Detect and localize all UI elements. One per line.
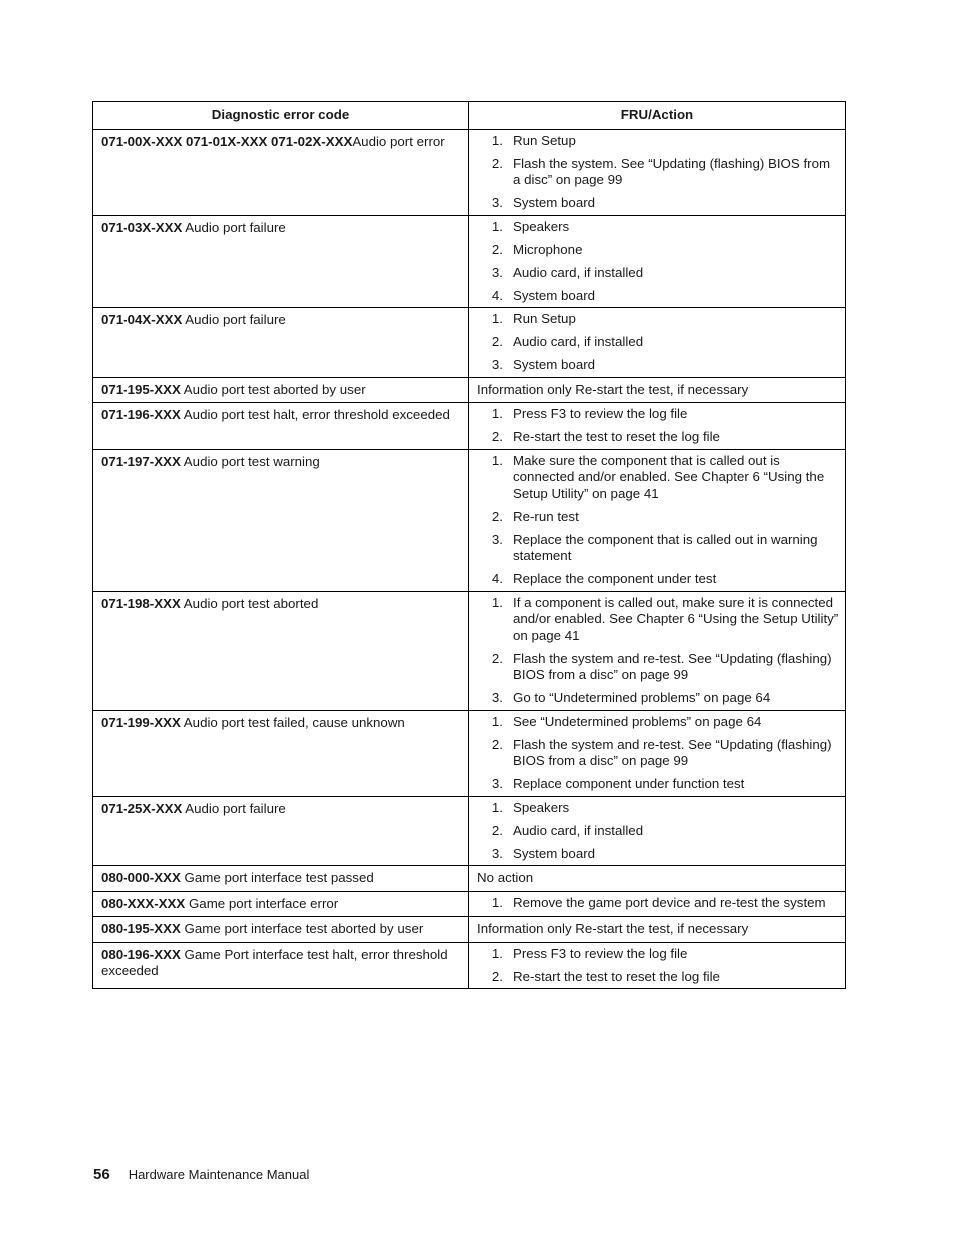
- error-code: 071-00X-XXX 071-01X-XXX 071-02X-XXX: [101, 133, 353, 149]
- error-code: 080-000-XXX: [101, 870, 181, 885]
- error-description: Audio port failure: [182, 219, 286, 235]
- step-number: 3.: [491, 264, 503, 280]
- action-step: [477, 288, 839, 305]
- error-description: Audio port test aborted: [180, 595, 319, 611]
- step-text: Flash the system and re-test. See “Updating (flashing) BIOS from a disc” on page 99: [513, 650, 832, 682]
- table-row: [93, 308, 846, 378]
- action-step: [477, 334, 839, 351]
- error-code: 071-25X-XXX: [101, 800, 183, 816]
- action-step: [477, 690, 839, 707]
- step-number: 3.: [491, 531, 503, 547]
- error-description: Audio port failure: [182, 800, 286, 816]
- step-number: 1.: [491, 945, 503, 961]
- step-number: 2.: [491, 736, 503, 752]
- fru-action-cell: [469, 129, 846, 215]
- action-step: [477, 651, 839, 684]
- table-row: [93, 710, 846, 796]
- table-row: [93, 449, 846, 591]
- action-step: [477, 776, 839, 793]
- action-text: Information only Re-start the test, if necessary: [477, 381, 749, 397]
- step-text: Press F3 to review the log file: [513, 945, 688, 961]
- error-description: Audio port test failed, cause unknown: [180, 714, 405, 730]
- error-description: Audio port test halt, error threshold exceeded: [180, 407, 450, 422]
- error-code: 071-198-XXX: [101, 595, 181, 611]
- action-step: [477, 156, 839, 189]
- error-code-cell: [93, 308, 469, 378]
- fru-action-cell: [469, 308, 846, 378]
- step-text: If a component is called out, make sure it is connected and/or enabled. See Chapter 6 “Using the Setup Utility” on page 41: [513, 594, 839, 643]
- table-row: [93, 866, 846, 892]
- error-code-cell: [93, 215, 469, 308]
- step-number: 3.: [491, 776, 503, 791]
- error-code-cell: [93, 710, 469, 796]
- step-number: 2.: [491, 241, 503, 257]
- page-footer: [93, 1166, 309, 1183]
- action-step: [477, 242, 839, 259]
- action-list: [477, 946, 839, 986]
- fru-action-cell: [469, 449, 846, 591]
- action-step: [477, 969, 839, 986]
- step-text: Speakers: [513, 218, 570, 234]
- step-text: Audio card, if installed: [513, 264, 644, 280]
- action-step: [477, 714, 839, 731]
- action-step: [477, 133, 839, 150]
- diagnostic-error-table: [92, 101, 846, 989]
- error-description: Audio port test aborted by user: [180, 381, 366, 397]
- step-text: Make sure the component that is called out is connected and/or enabled. See Chapter 6 “Using the Setup Utility” on page 41: [513, 452, 825, 501]
- table-row: [93, 917, 846, 943]
- action-step: [477, 895, 839, 912]
- step-text: Go to “Undetermined problems” on page 64: [513, 690, 771, 705]
- error-code: 080-195-XXX: [101, 921, 181, 936]
- error-description: Audio port error: [352, 133, 445, 149]
- step-number: 1.: [491, 218, 503, 234]
- step-number: 1.: [491, 311, 503, 326]
- error-code-cell: [93, 891, 469, 917]
- table-row: [93, 796, 846, 866]
- error-code-cell: [93, 942, 469, 989]
- step-text: Re-run test: [513, 508, 579, 524]
- step-text: System board: [513, 287, 596, 303]
- step-number: 3.: [491, 357, 503, 372]
- step-text: Replace the component under test: [513, 571, 717, 586]
- action-list: [477, 311, 839, 374]
- step-text: Run Setup: [513, 311, 576, 326]
- action-step: [477, 946, 839, 963]
- error-code-cell: [93, 129, 469, 215]
- error-code: 071-04X-XXX: [101, 312, 183, 327]
- action-step: [477, 737, 839, 770]
- error-description: Game port interface test passed: [180, 870, 374, 885]
- action-step: [477, 453, 839, 503]
- error-code-cell: [93, 591, 469, 710]
- action-list: [477, 595, 839, 707]
- step-text: Speakers: [513, 799, 570, 815]
- step-text: Re-start the test to reset the log file: [513, 429, 720, 444]
- error-description: Audio port failure: [182, 312, 286, 327]
- error-code-cell: [93, 377, 469, 403]
- step-text: System board: [513, 195, 596, 210]
- step-number: 4.: [491, 287, 503, 303]
- step-number: 4.: [491, 571, 503, 586]
- action-step: [477, 219, 839, 236]
- action-list: [477, 800, 839, 863]
- action-step: [477, 311, 839, 328]
- action-step: [477, 265, 839, 282]
- fru-action-cell: [469, 796, 846, 866]
- action-step: [477, 195, 839, 212]
- action-list: [477, 895, 839, 912]
- step-number: 1.: [491, 132, 503, 148]
- fru-action-cell: [469, 710, 846, 796]
- step-number: 1.: [491, 452, 503, 468]
- step-text: Re-start the test to reset the log file: [513, 968, 720, 984]
- error-code: 071-199-XXX: [101, 714, 181, 730]
- fru-action-cell: [469, 917, 846, 943]
- action-text: Information only Re-start the test, if necessary: [477, 921, 749, 936]
- action-text: No action: [477, 870, 534, 885]
- step-number: 2.: [491, 334, 503, 349]
- page-number: 56: [93, 1166, 110, 1183]
- action-list: [477, 714, 839, 793]
- action-step: [477, 846, 839, 863]
- error-code: 071-03X-XXX: [101, 219, 183, 235]
- step-number: 3.: [491, 195, 503, 210]
- fru-action-cell: [469, 215, 846, 308]
- step-text: Microphone: [513, 241, 583, 257]
- step-number: 1.: [491, 799, 503, 815]
- error-description: Audio port test warning: [180, 453, 320, 469]
- table-body: [93, 129, 846, 989]
- step-text: Audio card, if installed: [513, 822, 644, 838]
- action-step: [477, 823, 839, 840]
- error-description: Game port interface test aborted by user: [180, 921, 424, 936]
- step-number: 2.: [491, 822, 503, 838]
- error-code-cell: [93, 866, 469, 892]
- step-text: System board: [513, 357, 596, 372]
- action-step: [477, 571, 839, 588]
- table-row: [93, 403, 846, 450]
- step-text: System board: [513, 845, 596, 861]
- action-list: [477, 406, 839, 446]
- step-number: 1.: [491, 406, 503, 421]
- action-step: [477, 429, 839, 446]
- step-number: 1.: [491, 713, 503, 729]
- error-code: 071-195-XXX: [101, 381, 181, 397]
- action-step: [477, 595, 839, 645]
- error-code: 080-196-XXX: [101, 946, 181, 962]
- step-number: 2.: [491, 968, 503, 984]
- step-number: 2.: [491, 155, 503, 171]
- error-description: Game port interface error: [185, 895, 339, 911]
- header-diagnostic-error-code: Diagnostic error code: [93, 102, 469, 130]
- step-text: Press F3 to review the log file: [513, 406, 688, 421]
- error-description: Game Port interface test halt, error threshold exceeded: [101, 946, 448, 978]
- action-step: [477, 406, 839, 423]
- action-list: [477, 219, 839, 305]
- action-list: [477, 453, 839, 588]
- table-row: [93, 377, 846, 403]
- step-text: Replace component under function test: [513, 776, 745, 791]
- step-text: Audio card, if installed: [513, 334, 644, 349]
- fru-action-cell: [469, 403, 846, 450]
- table-row: [93, 129, 846, 215]
- error-code-cell: [93, 796, 469, 866]
- error-code-cell: [93, 449, 469, 591]
- error-code: 071-196-XXX: [101, 407, 181, 422]
- table-row: [93, 891, 846, 917]
- fru-action-cell: [469, 891, 846, 917]
- step-number: 1.: [491, 894, 503, 910]
- action-step: [477, 357, 839, 374]
- fru-action-cell: [469, 377, 846, 403]
- action-step: [477, 800, 839, 817]
- header-fru-action: FRU/Action: [469, 102, 846, 130]
- manual-title: Hardware Maintenance Manual: [128, 1167, 310, 1182]
- action-step: [477, 532, 839, 565]
- fru-action-cell: [469, 591, 846, 710]
- step-text: See “Undetermined problems” on page 64: [513, 713, 762, 729]
- step-number: 2.: [491, 429, 503, 444]
- error-code-cell: [93, 917, 469, 943]
- step-text: Remove the game port device and re-test the system: [513, 894, 826, 910]
- error-code: 071-197-XXX: [101, 453, 181, 469]
- error-code: 080-XXX-XXX: [101, 895, 186, 911]
- table-row: [93, 591, 846, 710]
- step-number: 2.: [491, 650, 503, 666]
- action-list: [477, 133, 839, 212]
- step-number: 3.: [491, 845, 503, 861]
- step-number: 1.: [491, 594, 503, 610]
- step-text: Replace the component that is called out in warning statement: [513, 531, 818, 563]
- step-text: Flash the system. See “Updating (flashing) BIOS from a disc” on page 99: [513, 155, 831, 187]
- fru-action-cell: [469, 866, 846, 892]
- error-code-cell: [93, 403, 469, 450]
- table-header-row: [93, 102, 846, 130]
- step-number: 2.: [491, 508, 503, 524]
- step-text: Flash the system and re-test. See “Updating (flashing) BIOS from a disc” on page 99: [513, 736, 832, 768]
- fru-action-cell: [469, 942, 846, 989]
- action-step: [477, 509, 839, 526]
- step-number: 3.: [491, 690, 503, 705]
- step-text: Run Setup: [513, 132, 576, 148]
- table-row: [93, 942, 846, 989]
- table-row: [93, 215, 846, 308]
